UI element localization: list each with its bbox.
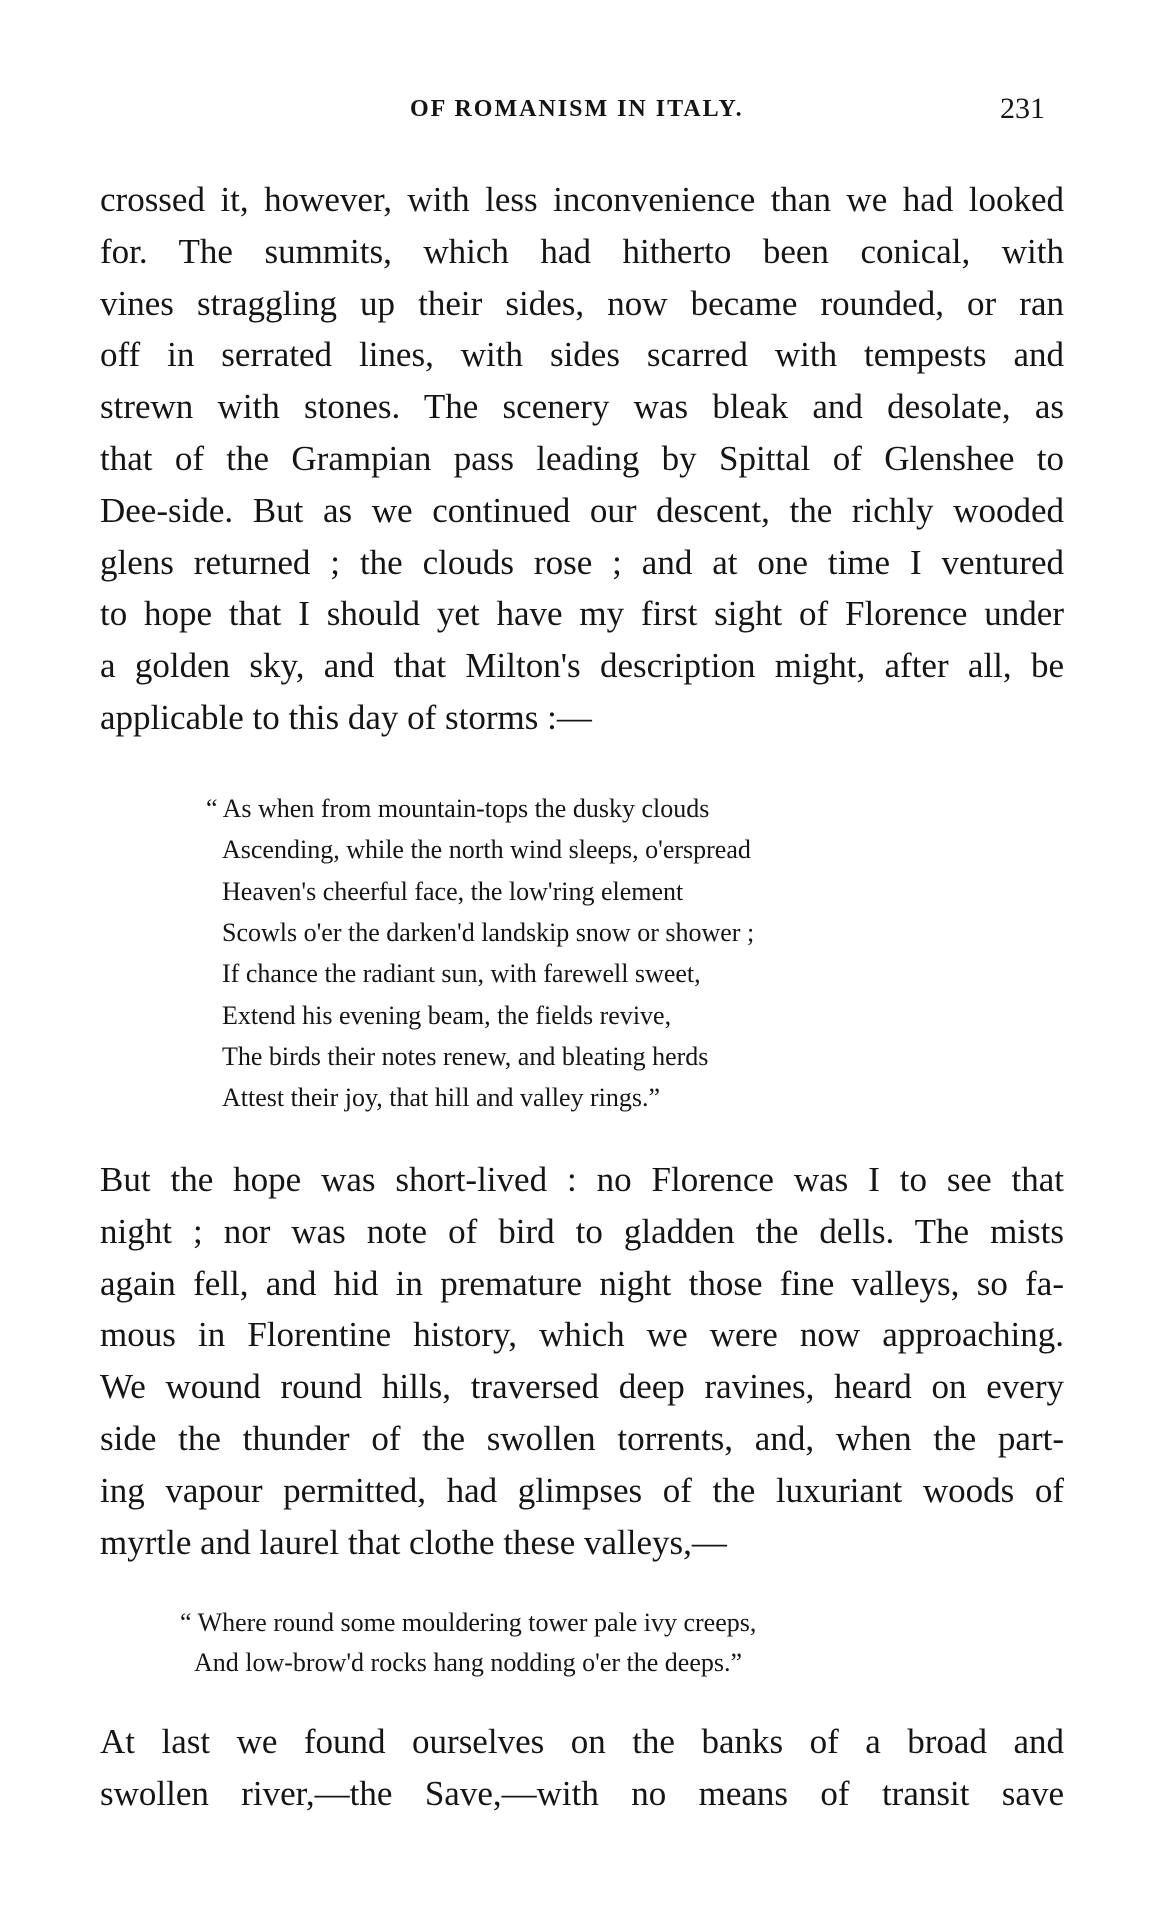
page-header (0, 92, 1170, 136)
paragraph-line: We wound round hills, traversed deep ravines, heard on every (100, 1367, 1064, 1407)
paragraph-line: glens returned ; the clouds rose ; and at one time I ventured (100, 542, 1064, 582)
verse-line: Heaven's cheerful face, the low'ring element (222, 876, 684, 906)
verse-line: And low-brow'd rocks hang nodding o'er the deeps.” (194, 1648, 743, 1677)
paragraph-line: vines straggling up their sides, now became rounded, or ran (100, 283, 1064, 323)
paragraph-line: a golden sky, and that Milton's description might, after all, be (100, 646, 1064, 686)
paragraph-line: Dee-side. But as we continued our descent, the richly wooded (100, 490, 1064, 530)
paragraph-line: to hope that I should yet have my first sight of Florence under (100, 594, 1064, 634)
verse-line: Scowls o'er the darken'd landskip snow or shower ; (222, 917, 755, 947)
paragraph-line: that of the Grampian pass leading by Spittal of Glenshee to (100, 439, 1064, 478)
paragraph-line: for. The summits, which had hitherto been conical, with (100, 231, 1064, 271)
paragraph-line: mous in Florentine history, which we were now approaching. (100, 1315, 1064, 1355)
verse-line: Attest their joy, that hill and valley rings.” (222, 1083, 661, 1113)
verse-line: If chance the radiant sun, with farewell sweet, (222, 959, 701, 989)
paragraph-line: ing vapour permitted, had glimpses of the luxuriant woods of (100, 1470, 1064, 1510)
paragraph-line: strewn with stones. The scenery was bleak and desolate, as (100, 387, 1064, 427)
paragraph-line: crossed it, however, with less inconvenience than we had looked (100, 180, 1064, 219)
paragraph-line: swollen river,—the Save,—with no means of transit save (100, 1773, 1064, 1813)
verse-line: “ Where round some mouldering tower pale ivy creeps, (180, 1608, 757, 1637)
paragraph-line: night ; nor was note of bird to gladden the dells. The mists (100, 1211, 1064, 1251)
paragraph-line: again fell, and hid in premature night those fine valleys, so fa- (100, 1263, 1064, 1303)
verse-line: Ascending, while the north wind sleeps, o'erspread (222, 835, 751, 865)
verse-line: The birds their notes renew, and bleating herds (222, 1041, 709, 1071)
running-head: OF ROMANISM IN ITALY. (410, 96, 744, 122)
verse-line: “ As when from mountain-tops the dusky clouds (206, 794, 710, 823)
paragraph-line: applicable to this day of storms :— (100, 698, 592, 737)
paragraph-line: At last we found ourselves on the banks of a broad and (100, 1722, 1064, 1761)
paragraph-line: off in serrated lines, with sides scarred with tempests and (100, 335, 1064, 375)
page-number: 231 (1000, 92, 1045, 125)
paragraph-line: But the hope was short-lived : no Florence was I to see that (100, 1160, 1064, 1199)
paragraph-line: myrtle and laurel that clothe these valleys,— (100, 1522, 727, 1562)
verse-line: Extend his evening beam, the fields revive, (222, 1000, 672, 1030)
paragraph-line: side the thunder of the swollen torrents, and, when the part- (100, 1419, 1064, 1458)
